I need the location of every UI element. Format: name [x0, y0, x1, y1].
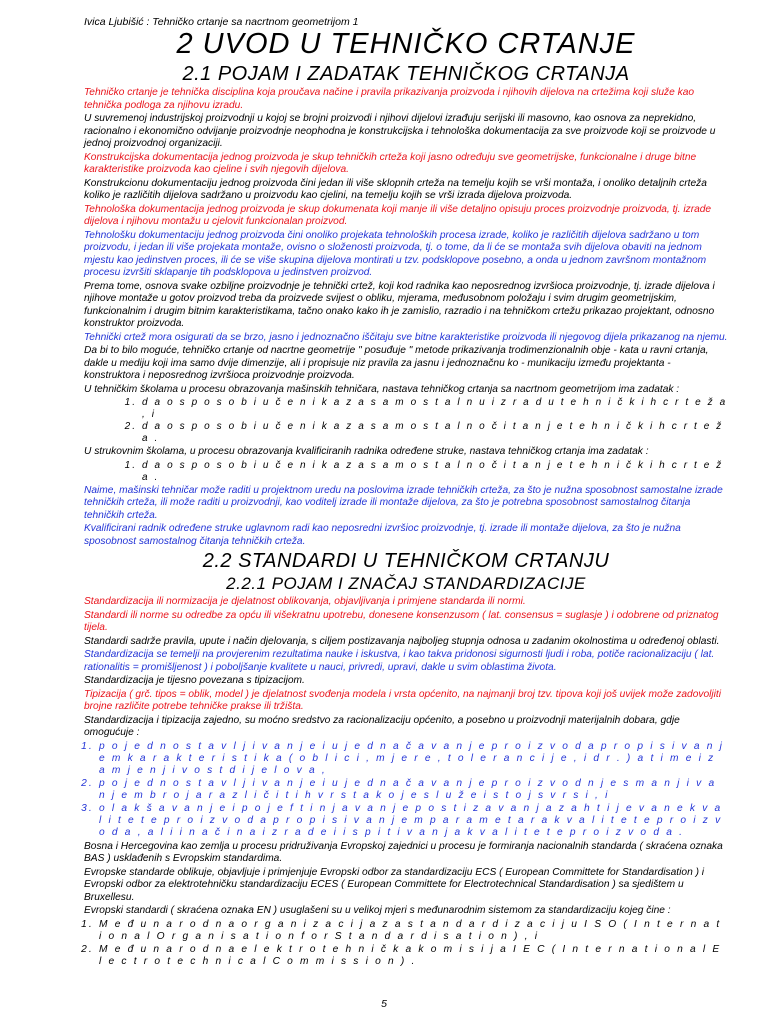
chapter-title: 2 UVOD U TEHNIČKO CRTANJE: [176, 28, 636, 60]
paragraph: Konstrukcionu dokumentaciju jednog proizvoda čini jedan ili više sklopnih crteža na temelju kojih se vrši montaža, i onoliko detaljnih crteža koliko je različitih dijelova sadržano u proizvodu kao cjelini, na temelju kojih se vrši izrada dijelova proizvoda.: [84, 177, 707, 201]
list-item: 1. p o j e d n o s t a v l j i v a n j e i u j e d n a č a v a n j e p r o i z v o d a p r o p i s i v a n j e m k a r a k t e r i s t i k a ( o b l i c i , m j e r e , t o l e r a n c i j e , i d r . ) a t i m e i z a m j e n j i v o s t d i j e l o v a ,: [99, 741, 728, 778]
page-number: 5: [381, 998, 387, 1010]
paragraph: Standardi ili norme su odredbe za opću ili višekratnu upotrebu, donesene konsenzusom ( lat. consensus = suglasje ) i odobrene od priznatog tijela.: [84, 609, 719, 633]
paragraph: Standardi sadrže pravila, upute i način djelovanja, s ciljem postizavanja najboljeg stupnja odnosa u zadanim okolnostima u određenoj oblasti.: [84, 635, 720, 647]
technician-tasks-list: [84, 397, 728, 445]
list-item: 2. p o j e d n o s t a v l j i v a n j e i u j e d n a č a v a n j e p r o i z v o d n j e s m a n j i v a n j e m b r o j a r a z l i č i t i h v r s t a k o j e s l u ž e i s t o j s v r s i , i: [99, 778, 728, 803]
section-2-2-heading: 2.2 STANDARDI U TEHNIČKOM CRTANJU: [202, 550, 610, 572]
paragraph: Konstrukcijska dokumentacija jednog proizvoda je skup tehničkih crteža koji jasno određuju sve geometrijske, funkcionalne i druge bitne karakteristike proizvoda kao cjeline i svih njegovih dijelova.: [84, 151, 697, 175]
paragraph: Prema tome, osnova svake ozbiljne proizvodnje je tehnički crtež, koji kod radnika kao neposrednog izvršioca proizvodnje, tj. izrade dijelova i njihove montaže u gotov proizvod treba da proizvede svijest o obliku, mjerama, međusobnom položaju i svim drugim geometrijskim, funkcionalnim i drugim bitnim karakteristikama, tačno onako kako ih je zamislio, razradio i na tehničkom crtežu prikazao projektant, odnosno konstruktor proizvoda.: [84, 280, 715, 329]
paragraph: Da bi to bilo moguće, tehničko crtanje od nacrtne geometrije " posuđuje " metode prikazivanja trodimenzionalnih obje - kata u ravni crtanja, dakle u mediju koji ima samo dvije dimenzije, ali i propisuje niz pravila za jasnu i jednoznačnu ko - munikaciju između projektanta - konstruktora i neposrednog izvršioca proizvodnje proizvoda.: [84, 345, 709, 381]
standardization-benefits-list: [84, 741, 728, 840]
paragraph: Standardizacija ili normizacija je djelatnost oblikovanja, objavljivanja i primjene standarda ili normi.: [84, 596, 526, 607]
paragraph: U suvremenoj industrijskoj proizvodnji u kojoj se brojni proizvodi i njihovi dijelovi izrađuju serijski ili masovno, kao osnova za neprekidno, racionalno i ekonomično odvijanje proizvodnje neophodna je konstrukcijska i tehnološka dokumentacija za sve proizvode koji se proizvode u jednoj proizvodnoj organizaciji.: [84, 113, 716, 149]
paragraph: Standardizacija se temelji na provjerenim rezultatima nauke i iskustva, i kao takva pridonosi sigurnosti ljudi i roba, potiče racionalizaciju ( lat. rationalitis = promišljenost ) i poboljšanje kvalitete u nauci, privredi, upravi, dakle u svim oblastima života.: [84, 649, 715, 673]
paragraph: U strukovnim školama, u procesu obrazovanja kvalificiranih radnika određene struke, nastava tehničkog crtanja ima zadatak :: [84, 446, 649, 457]
paragraph: Tehnološka dokumentacija jednog proizvoda je skup dokumenata koji manje ili više detaljno opisuju proces proizvodnje proizvoda, tj. izrade dijelova i njihovu montažu u cjelovit funkcionalan proizvod.: [84, 203, 712, 227]
list-item: 3. o l a k š a v a n j e i p o j e f t i n j a v a n j e p o s t i z a v a n j a z a h t i j e v a n e k v a l i t e t e p r o i z v o d a p r o p i s i v a n j e m p a r a m e t a r a k v a l i t e t e p r o i z v o d a , a l i i n a č i n a i z r a d e i i s p i t i v a n j a k v a l i t e t e p r o i z v o d a .: [99, 803, 728, 840]
paragraph: Standardizacija je tijesno povezana s tipizacijom.: [84, 675, 305, 686]
running-header: Ivica Ljubišić : Tehničko crtanje sa nacrtnom geometrijom 1: [84, 16, 359, 28]
paragraph: Evropski standardi ( skraćena oznaka EN ) usuglašeni su u velikoj mjeri s međunarodnim sistemom za standardizaciju kojeg čine :: [84, 905, 671, 917]
section-2-2-1-heading: 2.2.1 POJAM I ZNAČAJ STANDARDIZACIJE: [226, 574, 586, 593]
list-item: 1. d a o s p o s o b i u č e n i k a z a s a m o s t a l n u i z r a d u t e h n i č k i h c r t e ž a , i: [142, 397, 728, 421]
paragraph: Kvalificirani radnik određene struke uglavnom radi kao neposredni izvršioc proizvodnje, tj. izrade ili montaže dijelova, za što je nužna sposobnost samostalnog čitanja tehničkih crteža.: [84, 523, 681, 547]
paragraph: U tehničkim školama u procesu obrazovanja mašinskih tehničara, nastava tehničkog crtanja sa nacrtnom geometrijom ima zadatak :: [84, 383, 680, 395]
paragraph: Standardizacija i tipizacija zajedno, su moćno sredstvo za racionalizaciju općenito, a posebno u proizvodnji materijalnih dobara, gdje omogućuje :: [84, 714, 680, 738]
paragraph: Bosna i Hercegovina kao zemlja u procesu pridruživanja Evropskoj zajednici u procesu je formiranja nacionalnih standarda ( skraćena oznaka BAS ) usklađenih s Evropskim standardima.: [84, 840, 723, 865]
paragraph: Tehničko crtanje je tehnička disciplina koja proučava načine i pravila prikazivanja proizvoda i njihovih dijelova na crtežima koji služe kao tehnička podloga za njihovu izradu.: [84, 87, 695, 111]
list-item: 1. d a o s p o s o b i u č e n i k a z a s a m o s t a l n o č i t a n j e t e h n i č k i h c r t e ž a .: [142, 460, 728, 484]
paragraph: Tehnološku dokumentaciju jednog proizvoda čini onoliko projekata tehnoloških procesa izrade, koliko je različitih dijelova sadržano u tom proizvodu, i jedan ili više projekata montaže, ovisno o složenosti proizvoda, tj. o tome, da li će se montaža svih dijelova obaviti na jednom mjestu kao jedinstven proces, ili će se više skupina dijelova montirati u tzv. podsklopove posebno, a onda u jednom završnom montažnom procesu izvršiti sklapanje tih podsklopova u jedinstven proizvod.: [84, 229, 707, 278]
paragraph: Evropske standarde oblikuje, objavljuje i primjenjuje Evropski odbor za standardizaciju ECS ( European Committete for Standardisation ) i Evropski odbor za elektrotehničku standardizaciju ECES ( European Committete for Electrotechnical Standardisation ) sa sjedištem u Bruxellesu.: [84, 866, 705, 903]
paragraph: Tipizacija ( grč. tipos = oblik, model ) je djelatnost svođenja modela i vrsta općenito, na najmanji broj tzv. tipova koji još uvijek može zadovoljiti brojne različite potrebe tehničke prakse ili tržišta.: [84, 688, 722, 712]
paragraph: Naime, mašinski tehničar može raditi u projektnom uredu na poslovima izrade tehničkih crteža, za što je nužna sposobnost samostalne izrade tehničkih crteža, ili može raditi u proizvodnji, kao voditelj izrade ili montaže dijelova, za što je potrebna sposobnost samostalnog čitanja tehničkih crteža.: [84, 484, 723, 521]
international-bodies-list: [84, 919, 728, 969]
vocational-tasks-list: [84, 460, 728, 484]
section-2-1-heading: 2.1 POJAM I ZADATAK TEHNIČKOG CRTANJA: [182, 63, 630, 85]
list-item: 2. d a o s p o s o b i u č e n i k a z a s a m o s t a l n o č i t a n j e t e h n i č k i h c r t e ž a .: [142, 421, 728, 445]
list-item: 2. M e đ u n a r o d n a e l e k t r o t e h n i č k a k o m i s i j a I E C ( I n t e r n a t i o n a l E l e c t r o t e c h n i c a l C o m m i s s i o n ) .: [99, 944, 728, 969]
list-item: 1. M e đ u n a r o d n a o r g a n i z a c i j a z a s t a n d a r d i z a c i j u I S O ( I n t e r n a t i o n a l O r g a n i s a t i o n f o r S t a n d a r d i s a t i o n ) , i: [99, 919, 728, 944]
paragraph: Tehnički crtež mora osigurati da se brzo, jasno i jednoznačno iščitaju sve bitne karakteristike proizvoda ili njegovog dijela prikazanog na njemu.: [84, 331, 728, 343]
